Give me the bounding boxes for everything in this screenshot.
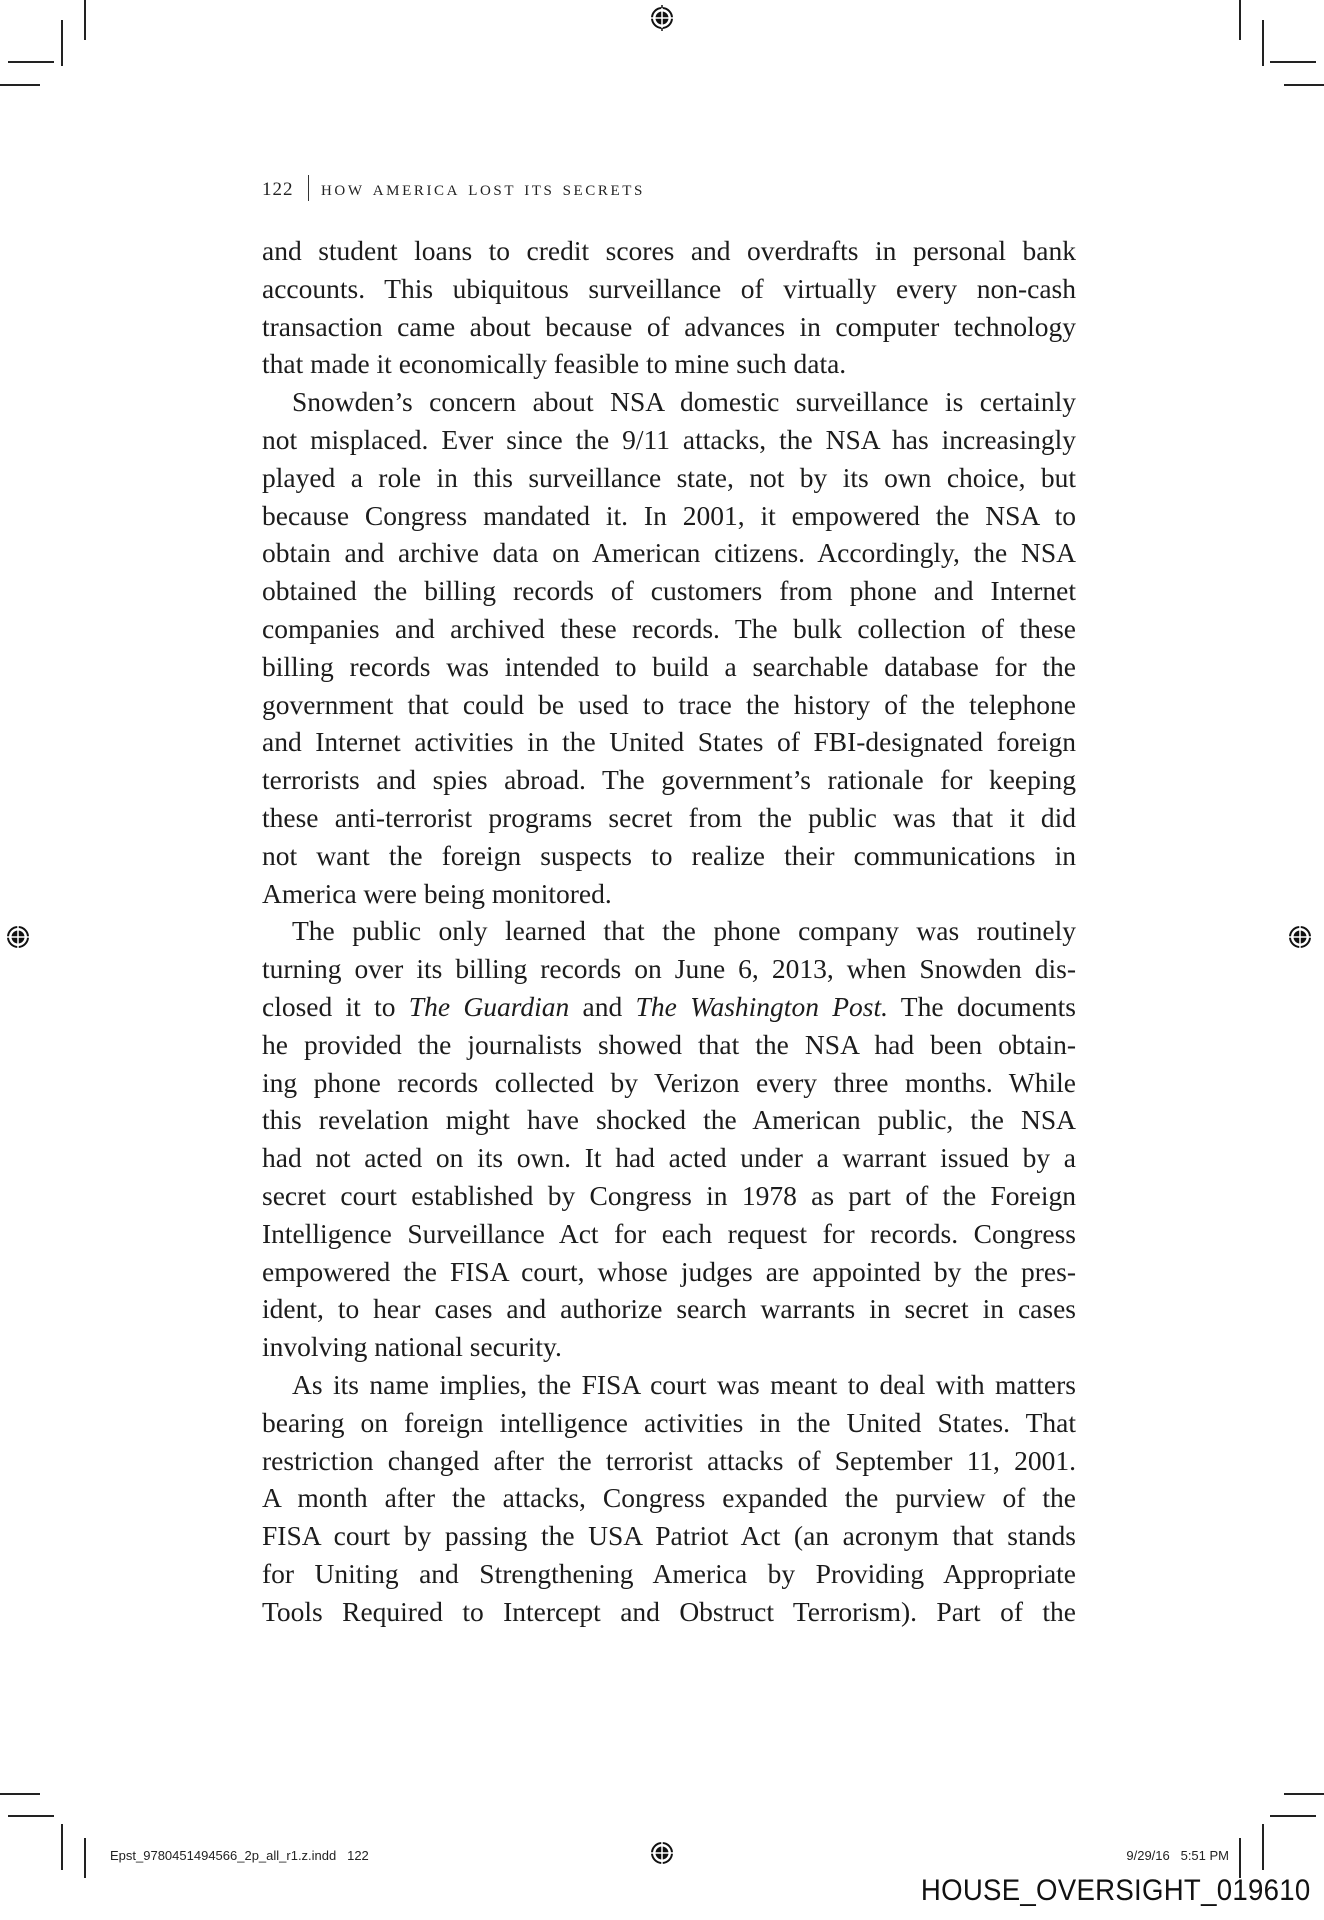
text-line: companies and archived these records. The bulk collection of these	[262, 612, 1076, 644]
text-run: closed it to	[262, 990, 409, 1022]
text-line: he provided the journalists showed that the NSA had been obtain-	[262, 1028, 1076, 1060]
text-line: had not acted on its own. It had acted under a warrant issued by a	[262, 1142, 1076, 1174]
text-line: played a role in this surveillance state, not by its own choice, but	[262, 461, 1076, 493]
text-line: for Uniting and Strengthening America by Providing Appropriate	[262, 1557, 1076, 1589]
crop-mark	[1239, 0, 1241, 40]
crop-mark	[1270, 1815, 1316, 1817]
crop-mark	[1270, 61, 1316, 63]
crop-mark	[61, 20, 63, 66]
bates-number: HOUSE_OVERSIGHT_019610	[920, 1874, 1310, 1907]
crop-mark	[1262, 1824, 1264, 1870]
text-line: obtained the billing records of customers from phone and Internet	[262, 575, 1076, 607]
registration-mark-icon	[1287, 924, 1313, 950]
crop-mark	[0, 84, 40, 86]
text-line: empowered the FISA court, whose judges are appointed by the pres-	[262, 1255, 1076, 1287]
text-run: and	[569, 990, 636, 1022]
body-text	[262, 232, 1076, 1630]
text-line: Intelligence Surveillance Act for each request for records. Congress	[262, 1217, 1076, 1249]
text-line: bearing on foreign intelligence activities in the United States. That	[262, 1406, 1076, 1438]
crop-mark	[8, 61, 54, 63]
text-line: and Internet activities in the United States of FBI-designated foreign	[262, 726, 1076, 758]
crop-mark	[1262, 20, 1264, 66]
text-line: government that could be used to trace the history of the telephone	[262, 688, 1076, 720]
text-line: terrorists and spies abroad. The government’s rationale for keeping	[262, 764, 1076, 796]
crop-mark	[0, 1793, 40, 1795]
text-line: A month after the attacks, Congress expanded the purview of the	[262, 1482, 1076, 1514]
text-line: secret court established by Congress in 1978 as part of the Foreign	[262, 1179, 1076, 1211]
text-line: FISA court by passing the USA Patriot Act (an acronym that stands	[262, 1520, 1076, 1552]
text-line: turning over its billing records on June 6, 2013, when Snowden dis-	[262, 953, 1076, 985]
crop-mark	[1284, 84, 1324, 86]
text-line: these anti-terrorist programs secret from the public was that it did	[262, 801, 1076, 833]
italic-title: The Guardian	[408, 990, 570, 1022]
page-number: 122	[262, 179, 294, 200]
slug-timestamp: 9/29/16 5:51 PM	[1126, 1848, 1229, 1863]
text-line	[262, 988, 1076, 1026]
crop-mark	[84, 1838, 86, 1878]
text-line: not misplaced. Ever since the 9/11 attacks, the NSA has increasingly	[262, 423, 1076, 455]
crop-mark	[8, 1815, 54, 1817]
text-line: Snowden’s concern about NSA domestic surveillance is certainly	[292, 386, 1076, 418]
text-line: obtain and archive data on American citizens. Accordingly, the NSA	[262, 537, 1076, 569]
text-line: billing records was intended to build a searchable database for the	[262, 650, 1076, 682]
text-line: As its name implies, the FISA court was meant to deal with matters	[292, 1368, 1076, 1400]
registration-mark-icon	[649, 1840, 675, 1866]
text-line: transaction came about because of advances in computer technology	[262, 310, 1076, 342]
text-line: ident, to hear cases and authorize search warrants in secret in cases	[262, 1293, 1076, 1325]
crop-mark	[1239, 1838, 1241, 1878]
text-line: restriction changed after the terrorist attacks of September 11, 2001.	[262, 1444, 1076, 1476]
text-line: not want the foreign suspects to realize their communications in	[262, 839, 1076, 871]
book-title: how america lost its secrets	[321, 175, 645, 200]
text-line: and student loans to credit scores and overdrafts in personal bank	[262, 235, 1076, 266]
text-line: America were being monitored.	[262, 877, 612, 909]
slug-file-name: Epst_9780451494566_2p_all_r1.z.indd 122	[110, 1848, 369, 1863]
text-line: accounts. This ubiquitous surveillance of virtually every non-cash	[262, 272, 1076, 304]
crop-mark	[61, 1824, 63, 1870]
crop-mark	[84, 0, 86, 40]
registration-mark-icon	[5, 924, 31, 950]
running-head	[262, 175, 645, 201]
text-line: because Congress mandated it. In 2001, it empowered the NSA to	[262, 499, 1076, 531]
text-line: this revelation might have shocked the American public, the NSA	[262, 1104, 1076, 1136]
italic-title: The Washington Post.	[635, 990, 889, 1022]
text-line: that made it economically feasible to mine such data.	[262, 348, 847, 380]
text-run: The documents	[888, 990, 1076, 1022]
text-line: The public only learned that the phone company was routinely	[292, 915, 1076, 947]
registration-mark-icon	[649, 5, 675, 31]
text-line: Tools Required to Intercept and Obstruct Terrorism). Part of the	[262, 1595, 1076, 1627]
text-line: ing phone records collected by Verizon every three months. While	[262, 1066, 1076, 1098]
running-head-divider	[308, 175, 310, 201]
text-line: involving national security.	[262, 1331, 562, 1363]
crop-mark	[1284, 1793, 1324, 1795]
